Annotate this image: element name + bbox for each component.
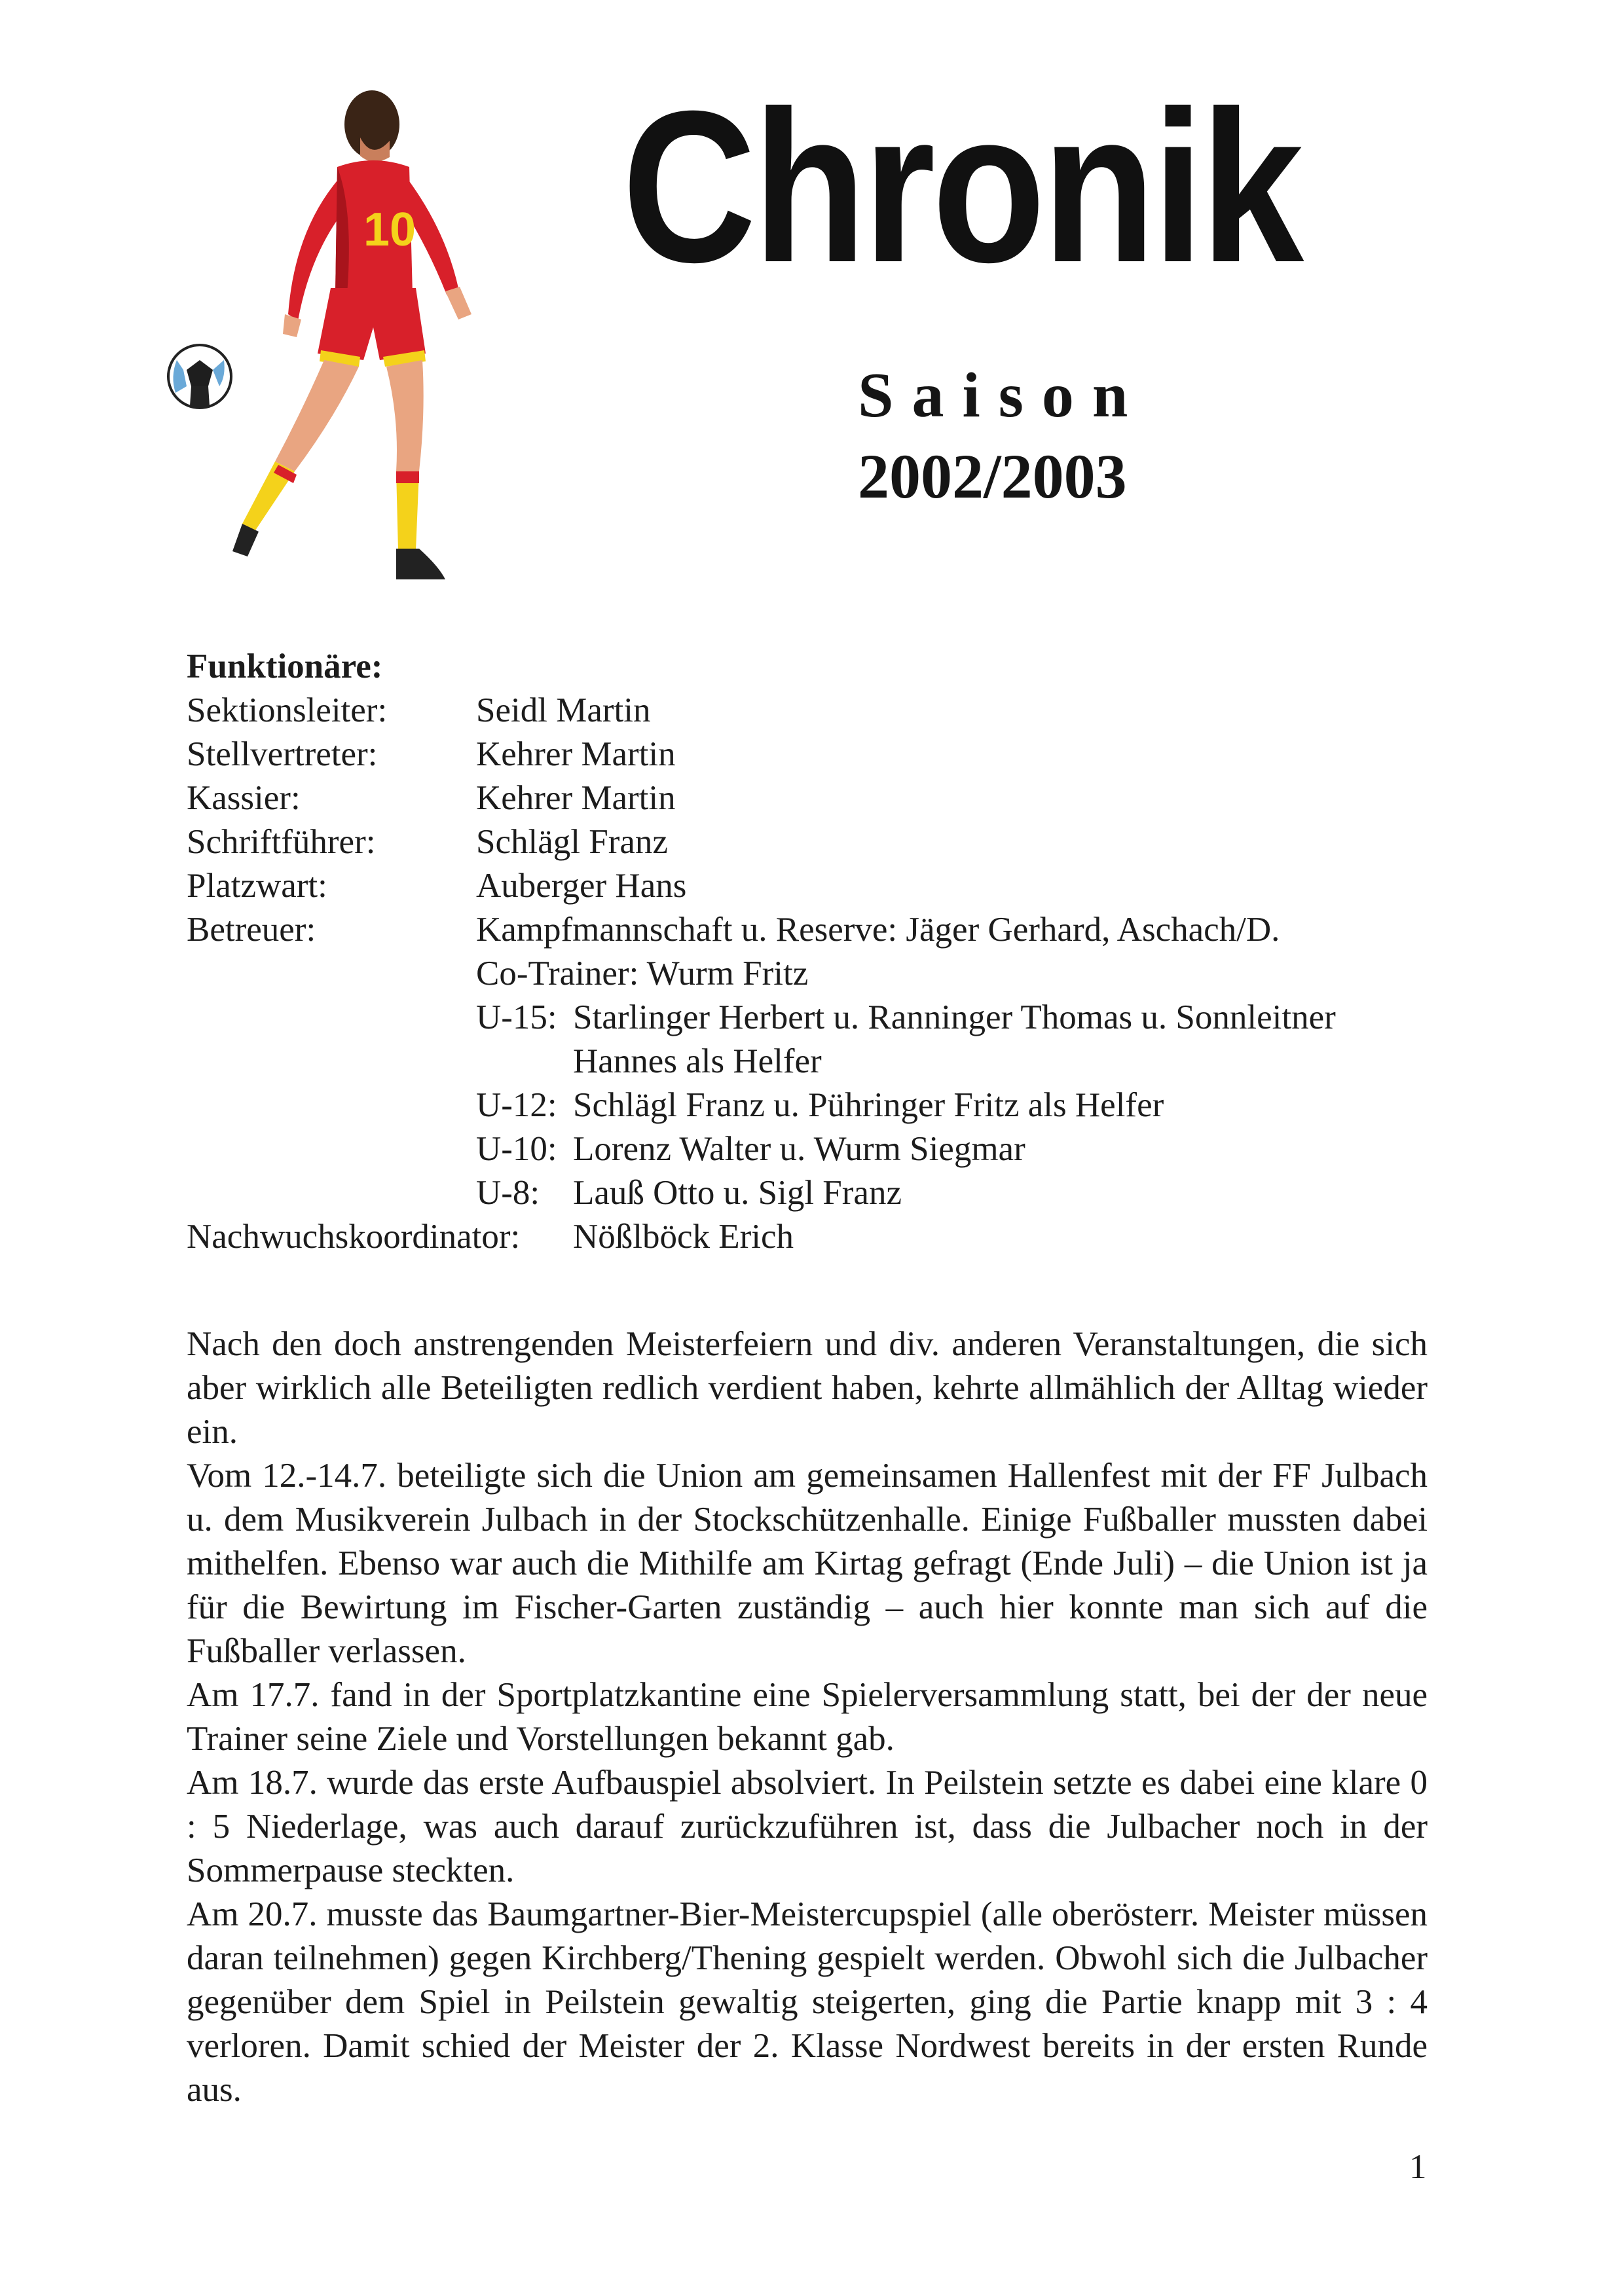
official-role: Stellvertreter: [187, 735, 378, 773]
team-label: U-8: [476, 1174, 540, 1212]
chronicle-text [187, 1322, 1428, 2112]
betreuer-names: Lorenz Walter u. Wurm Siegmar [573, 1130, 1025, 1168]
betreuer-line [187, 1127, 1483, 1171]
official-row [187, 908, 1483, 952]
betreuer-line [187, 996, 1483, 1040]
official-row [187, 776, 1483, 820]
official-row [187, 820, 1483, 864]
officials-section [187, 645, 1483, 1259]
betreuer-entry: Co-Trainer: Wurm Fritz [476, 955, 809, 993]
paragraph: Am 17.7. fand in der Sportplatzkantine eine Spielerversammlung statt, bei der der neue Trainer seine Ziele und Vorstellungen bekannt gab. [187, 1676, 1428, 1758]
official-row [187, 689, 1483, 733]
official-name: Schlägl Franz [476, 823, 668, 861]
betreuer-line [187, 952, 1483, 996]
official-name: Kampfmannschaft u. Reserve: Jäger Gerhard, Aschach/D. [476, 911, 1280, 949]
betreuer-line [187, 1084, 1483, 1127]
player-head [344, 90, 399, 162]
betreuer-line [187, 1171, 1483, 1215]
official-row [187, 864, 1483, 908]
season-label: Saison [858, 360, 1147, 431]
betreuer-names: Hannes als Helfer [573, 1042, 822, 1080]
page-number: 1 [1409, 2148, 1427, 2186]
betreuer-line [187, 1040, 1483, 1084]
official-role: Betreuer: [187, 911, 316, 949]
season-years: 2002/2003 [858, 441, 1127, 511]
page-title: Chronik [622, 65, 1301, 307]
official-name: Kehrer Martin [476, 735, 676, 773]
team-label: U-12: [476, 1086, 557, 1124]
football-icon [168, 345, 231, 408]
official-role: Sektionsleiter: [187, 691, 388, 729]
team-label: U-10: [476, 1130, 557, 1168]
official-role: Schriftführer: [187, 823, 376, 861]
jersey-number: 10 [363, 204, 416, 256]
official-name: Seidl Martin [476, 691, 651, 729]
paragraph: Am 18.7. wurde das erste Aufbauspiel absolviert. In Peilstein setzte es dabei eine klare 0 : 5 Niederlage, was auch darauf zurückzuführen ist, dass die Julbacher noch in der Sommerpause steckten. [187, 1764, 1428, 1889]
betreuer-names: Starlinger Herbert u. Ranninger Thomas u. Sonnleitner [573, 998, 1336, 1036]
official-row [187, 1215, 1483, 1259]
official-role: Kassier: [187, 779, 301, 817]
betreuer-names: Lauß Otto u. Sigl Franz [573, 1174, 902, 1212]
official-row [187, 733, 1483, 776]
official-role: Platzwart: [187, 867, 327, 905]
team-label: U-15: [476, 998, 557, 1036]
paragraph: Vom 12.-14.7. beteiligte sich die Union am gemeinsamen Hallenfest mit der FF Julbach u. dem Musikverein Julbach in der Stockschützenhalle. Einige Fußballer mussten dabei mithelfen. Ebenso war auch die Mithilfe am Kirtag gefragt (Ende Juli) – die Union ist ja für die Bewirtung im Fischer-Garten zuständig – auch hier konnte man sich auf die Fußballer verlassen. [187, 1457, 1428, 1670]
official-name: Auberger Hans [476, 867, 687, 905]
official-name: Nößlböck Erich [573, 1218, 794, 1256]
paragraph: Am 20.7. musste das Baumgartner-Bier-Meistercupspiel (alle oberösterr. Meister müssen daran teilnehmen) gegen Kirchberg/Thening gespielt werden. Obwohl sich die Julbacher gegenüber dem Spiel in Peilstein gewaltig steigerten, ging die Partie knapp mit 3 : 4 verloren. Damit schied der Meister der 2. Klasse Nordwest bereits in der ersten Runde aus. [187, 1895, 1428, 2109]
official-role: Nachwuchskoordinator: [187, 1218, 521, 1256]
official-name: Kehrer Martin [476, 779, 676, 817]
footballer-illustration [164, 79, 544, 589]
paragraph: Nach den doch anstrengenden Meisterfeiern und div. anderen Veranstaltungen, die sich aber wirklich alle Beteiligten redlich verdient haben, kehrte allmählich der Alltag wieder ein. [187, 1325, 1428, 1451]
officials-heading: Funktionäre: [187, 647, 383, 685]
betreuer-names: Schlägl Franz u. Pühringer Fritz als Helfer [573, 1086, 1164, 1124]
